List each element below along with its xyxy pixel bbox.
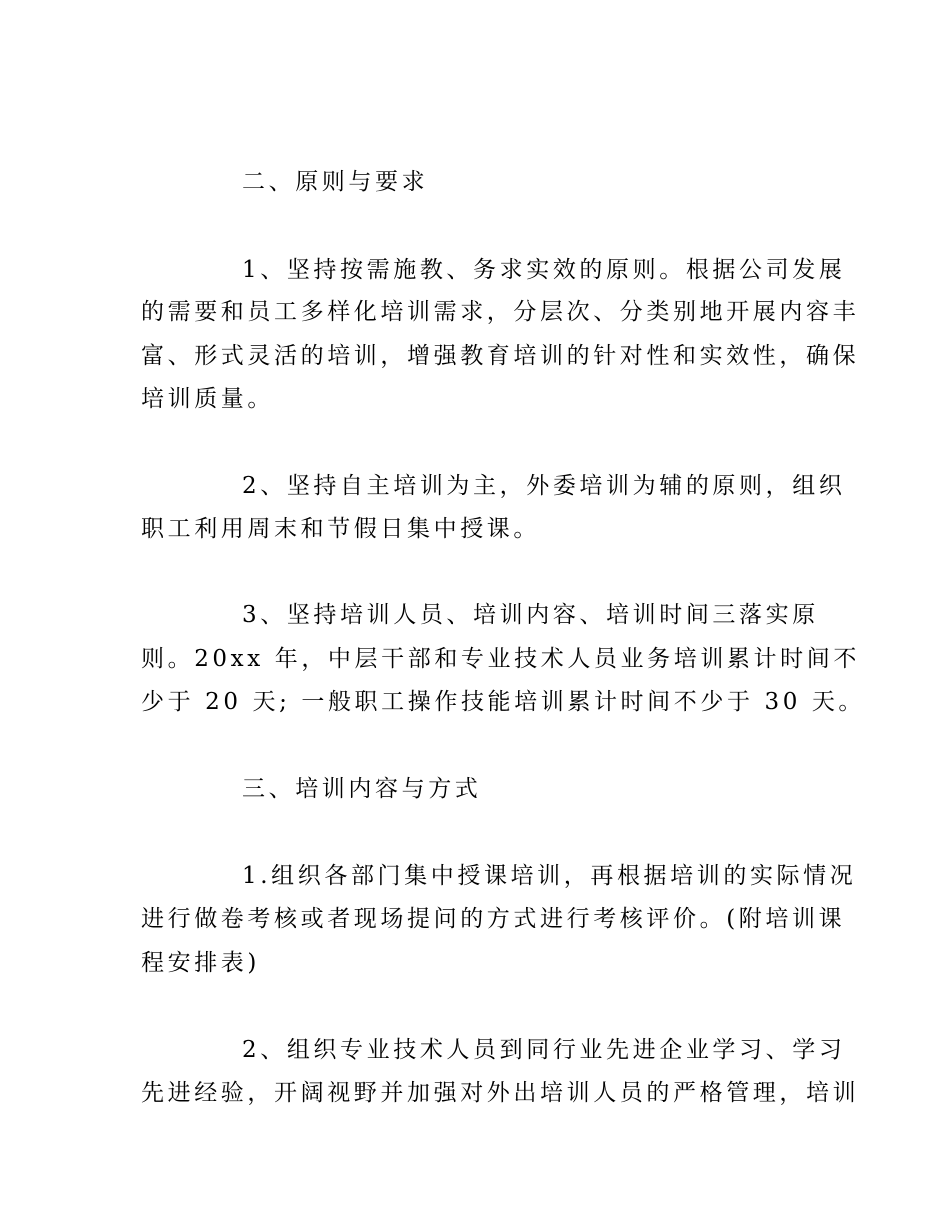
principle-3-line-2: 则。20xx 年，中层干部和专业技术人员业务培训累计时间不 bbox=[141, 646, 860, 672]
principle-2-line-1: 2、坚持自主培训为主，外委培训为辅的原则，组织 bbox=[242, 473, 846, 499]
principle-3-line-1: 3、坚持培训人员、培训内容、培训时间三落实原 bbox=[242, 602, 819, 628]
section-heading-principles: 二、原则与要求 bbox=[242, 169, 429, 195]
content-1-line-2: 进行做卷考核或者现场提问的方式进行考核评价。(附培训课 bbox=[141, 906, 846, 932]
principle-1-line-2: 的需要和员工多样化培训需求，分层次、分类别地开展内容丰 bbox=[141, 299, 860, 325]
section-heading-content: 三、培训内容与方式 bbox=[242, 776, 482, 802]
principle-1-line-3: 富、形式灵活的培训，增强教育培训的针对性和实效性，确保 bbox=[141, 343, 860, 369]
content-1-line-3: 程安排表) bbox=[141, 950, 260, 976]
principle-1-line-1: 1、坚持按需施教、务求实效的原则。根据公司发展 bbox=[242, 257, 846, 283]
principle-1-line-4: 培训质量。 bbox=[141, 386, 274, 412]
principle-3-line-3: 少于 20 天; 一般职工操作技能培训累计时间不少于 30 天。 bbox=[141, 689, 866, 715]
content-2-line-2: 先进经验，开阔视野并加强对外出培训人员的严格管理，培训 bbox=[141, 1080, 860, 1106]
content-1-line-1: 1.组织各部门集中授课培训，再根据培训的实际情况 bbox=[242, 863, 857, 889]
content-2-line-1: 2、组织专业技术人员到同行业先进企业学习、学习 bbox=[242, 1037, 846, 1063]
principle-2-line-2: 职工利用周末和节假日集中授课。 bbox=[141, 516, 540, 542]
